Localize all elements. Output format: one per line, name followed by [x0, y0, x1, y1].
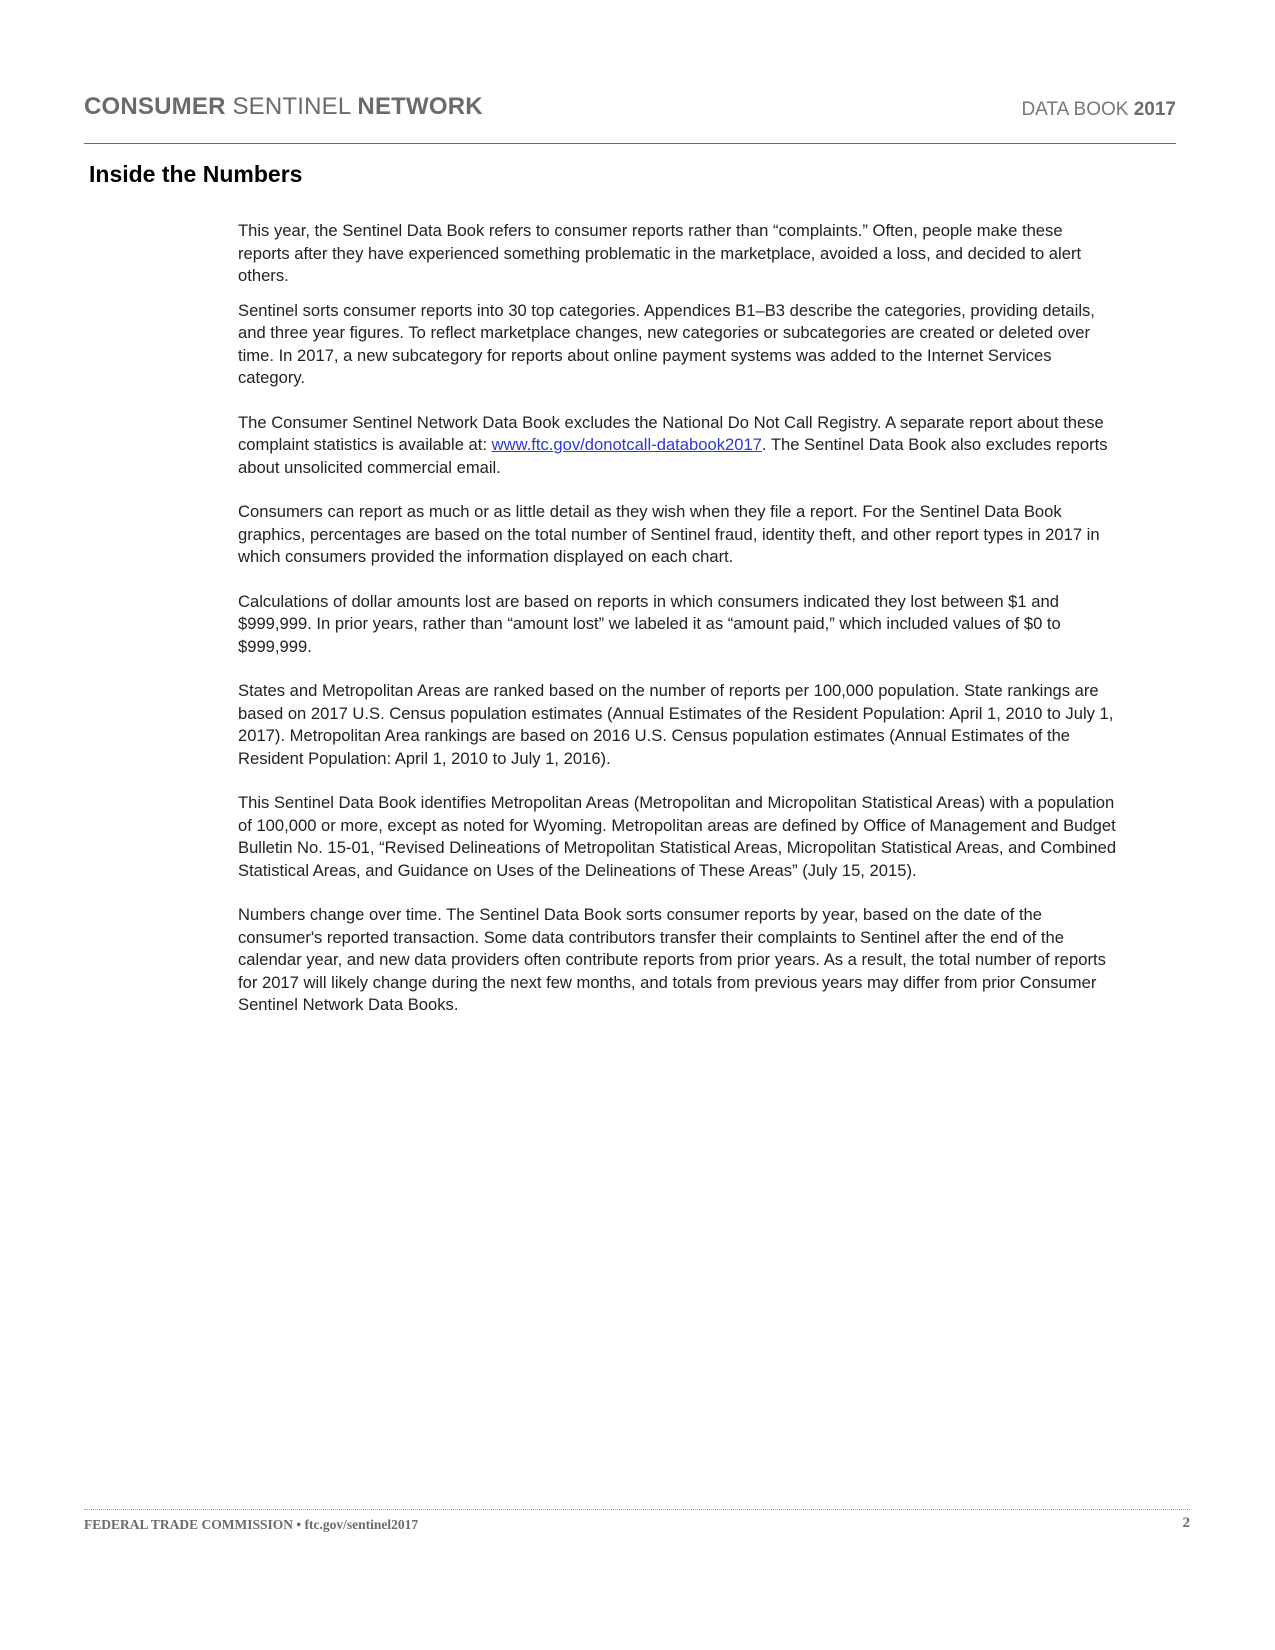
- brand-title: [84, 93, 483, 121]
- footer-rule: [84, 1509, 1190, 1510]
- page-number: 2: [1182, 1515, 1190, 1531]
- databook-year: 2017: [1133, 99, 1176, 120]
- page-header: [84, 93, 1176, 125]
- section-title: Inside the Numbers: [89, 161, 303, 187]
- paragraph-metropolitan-areas: This Sentinel Data Book identifies Metropolitan Areas (Metropolitan and Micropolitan Statistical Areas) with a population of 100,000 or more, except as noted for Wyoming. Metropolitan areas are defined by Office of Management and Budget Bulletin No. 15-01, “Revised Delineations of Metropolitan Statistical Areas, Micropolitan Statistical Areas, and Combined Statistical Areas, and Guidance on Uses of the Delineations of These Areas” (July 15, 2015).: [238, 793, 1117, 880]
- databook-label: [1021, 99, 1176, 121]
- footer-source: FEDERAL TRADE COMMISSION • ftc.gov/sentinel2017: [84, 1517, 419, 1532]
- paragraph-dollar-amounts: Calculations of dollar amounts lost are based on reports in which consumers indicated they lost between $1 and $999,999. In prior years, rather than “amount lost” we labeled it as “amount paid,” which included values of $0 to $999,999.: [238, 591, 1061, 656]
- paragraph-numbers-change: Numbers change over time. The Sentinel Data Book sorts consumer reports by year, based on the date of the consumer's reported transaction. Some data contributors transfer their complaints to Sentinel after the end of the calendar year, and new data providers often contribute reports from prior years. As a result, the total number of reports for 2017 will likely change during the next few months, and totals from previous years may differ from prior Consumer Sentinel Network Data Books.: [238, 905, 1106, 1014]
- paragraph-rankings: States and Metropolitan Areas are ranked based on the number of reports per 100,000 population. State rankings are based on 2017 U.S. Census population estimates (Annual Estimates of the Resident Population: April 1, 2010 to July 1, 2017). Metropolitan Area rankings are based on 2016 U.S. Census population estimates (Annual Estimates of the Resident Population: April 1, 2010 to July 1, 2016).: [238, 681, 1114, 768]
- header-rule: [84, 143, 1176, 144]
- brand-word-network: NETWORK: [357, 93, 483, 120]
- paragraph-reports-terminology: This year, the Sentinel Data Book refers to consumer reports rather than “complaints.” Often, people make these reports after they have experienced something problematic in the marketplace, avoided a loss, and decided to alert others.: [238, 221, 1082, 285]
- paragraph-do-not-call-text-1: The Consumer Sentinel Network Data Book excludes the National Do Not Call Registry. A separate report about these complaint statistics is available at:: [238, 412, 1104, 454]
- databook-text: DATA BOOK: [1021, 99, 1134, 120]
- paragraph-categories: Sentinel sorts consumer reports into 30 top categories. Appendices B1–B3 describe the categories, providing details, and three year figures. To reflect marketplace changes, new categories or subcategories are created or deleted over time. In 2017, a new subcategory for reports about online payment systems was added to the Internet Services category.: [238, 300, 1095, 387]
- body-content: [238, 220, 1118, 1039]
- brand-word-consumer: CONSUMER: [84, 93, 226, 120]
- paragraph-do-not-call: [238, 412, 1118, 480]
- brand-word-sentinel: SENTINEL: [225, 93, 358, 120]
- paragraph-report-detail: Consumers can report as much or as little detail as they wish when they file a report. For the Sentinel Data Book graphics, percentages are based on the total number of Sentinel fraud, identity theft, and other report types in 2017 in which consumers provided the information displayed on each chart.: [238, 502, 1100, 566]
- paragraph-do-not-call-text-2: . The Sentinel Data Book also excludes reports about unsolicited commercial email.: [238, 435, 1108, 477]
- donotcall-databook-link[interactable]: www.ftc.gov/donotcall-databook2017: [491, 435, 762, 454]
